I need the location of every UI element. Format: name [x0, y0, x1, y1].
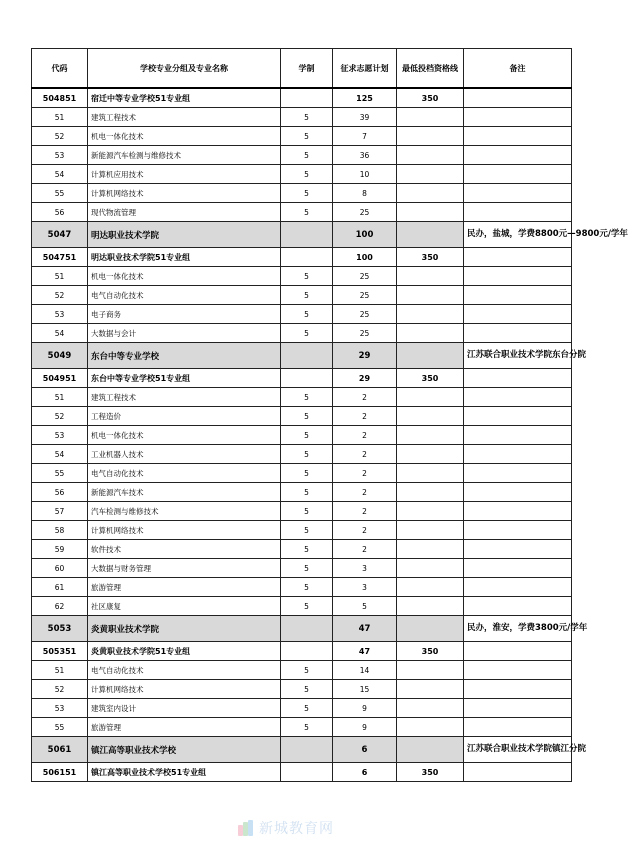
cell-plan: 125	[333, 88, 397, 108]
cell-code: 52	[32, 127, 88, 146]
cell-note	[464, 203, 572, 222]
school-row	[32, 616, 572, 642]
cell-length: 5	[281, 661, 333, 680]
cell-name: 工程造价	[88, 407, 281, 426]
major-row	[32, 146, 572, 165]
cell-name: 大数据与会计	[88, 324, 281, 343]
cell-min-score	[397, 286, 464, 305]
cell-length	[281, 369, 333, 388]
header-plan: 征求志愿计划	[333, 49, 397, 89]
cell-code: 504951	[32, 369, 88, 388]
header-name: 学校专业分组及专业名称	[88, 49, 281, 89]
cell-code: 51	[32, 267, 88, 286]
cell-code: 56	[32, 203, 88, 222]
cell-name: 计算机网络技术	[88, 184, 281, 203]
cell-plan: 39	[333, 108, 397, 127]
cell-min-score	[397, 407, 464, 426]
major-row	[32, 305, 572, 324]
cell-min-score	[397, 305, 464, 324]
cell-length	[281, 343, 333, 369]
cell-min-score	[397, 445, 464, 464]
cell-name: 明达职业技术学院51专业组	[88, 248, 281, 267]
cell-name: 新能源汽车检测与维修技术	[88, 146, 281, 165]
cell-note	[464, 445, 572, 464]
cell-length: 5	[281, 559, 333, 578]
cell-min-score: 350	[397, 88, 464, 108]
major-row	[32, 661, 572, 680]
cell-name: 炎黄职业技术学院	[88, 616, 281, 642]
header-min-score: 最低投档资格线	[397, 49, 464, 89]
cell-min-score	[397, 718, 464, 737]
cell-name: 软件技术	[88, 540, 281, 559]
cell-name: 新能源汽车技术	[88, 483, 281, 502]
cell-length: 5	[281, 388, 333, 407]
cell-note	[464, 699, 572, 718]
cell-min-score	[397, 343, 464, 369]
cell-length: 5	[281, 597, 333, 616]
cell-plan: 25	[333, 203, 397, 222]
cell-min-score	[397, 616, 464, 642]
major-row	[32, 203, 572, 222]
cell-plan: 15	[333, 680, 397, 699]
cell-length: 5	[281, 286, 333, 305]
cell-min-score	[397, 267, 464, 286]
cell-min-score	[397, 165, 464, 184]
cell-code: 55	[32, 464, 88, 483]
cell-code: 59	[32, 540, 88, 559]
group-row	[32, 642, 572, 661]
cell-name: 电气自动化技术	[88, 464, 281, 483]
major-row	[32, 286, 572, 305]
cell-length: 5	[281, 267, 333, 286]
cell-code: 56	[32, 483, 88, 502]
cell-code: 5053	[32, 616, 88, 642]
major-row	[32, 267, 572, 286]
cell-plan: 5	[333, 597, 397, 616]
cell-plan: 2	[333, 502, 397, 521]
cell-min-score	[397, 222, 464, 248]
cell-length: 5	[281, 502, 333, 521]
cell-min-score: 350	[397, 763, 464, 782]
major-row	[32, 718, 572, 737]
cell-length: 5	[281, 127, 333, 146]
cell-code: 504751	[32, 248, 88, 267]
cell-plan: 2	[333, 426, 397, 445]
cell-note	[464, 286, 572, 305]
header-row	[32, 49, 572, 89]
cell-min-score	[397, 540, 464, 559]
cell-plan: 2	[333, 445, 397, 464]
cell-plan: 6	[333, 763, 397, 782]
cell-length: 5	[281, 184, 333, 203]
cell-length: 5	[281, 521, 333, 540]
cell-note	[464, 540, 572, 559]
cell-note	[464, 483, 572, 502]
cell-length: 5	[281, 305, 333, 324]
major-row	[32, 108, 572, 127]
cell-name: 社区康复	[88, 597, 281, 616]
cell-plan: 2	[333, 464, 397, 483]
cell-name: 镇江高等职业技术学校	[88, 737, 281, 763]
cell-note	[464, 763, 572, 782]
school-row	[32, 222, 572, 248]
cell-name: 汽车检测与维修技术	[88, 502, 281, 521]
cell-plan: 47	[333, 642, 397, 661]
group-row	[32, 763, 572, 782]
cell-min-score	[397, 597, 464, 616]
cell-note	[464, 578, 572, 597]
cell-name: 电子商务	[88, 305, 281, 324]
major-row	[32, 445, 572, 464]
cell-min-score	[397, 699, 464, 718]
major-row	[32, 324, 572, 343]
cell-length: 5	[281, 108, 333, 127]
cell-min-score	[397, 127, 464, 146]
cell-length: 5	[281, 464, 333, 483]
cell-code: 506151	[32, 763, 88, 782]
cell-name: 东台中等专业学校51专业组	[88, 369, 281, 388]
major-row	[32, 699, 572, 718]
cell-note: 江苏联合职业技术学院镇江分院	[464, 737, 572, 763]
watermark-logo-icon	[238, 820, 254, 836]
major-row	[32, 464, 572, 483]
cell-code: 504851	[32, 88, 88, 108]
cell-name: 建筑工程技术	[88, 388, 281, 407]
watermark-text: 新城教育网	[259, 821, 334, 837]
cell-plan: 2	[333, 407, 397, 426]
cell-code: 52	[32, 680, 88, 699]
major-row	[32, 578, 572, 597]
cell-min-score	[397, 578, 464, 597]
cell-min-score	[397, 146, 464, 165]
cell-note	[464, 521, 572, 540]
cell-code: 505351	[32, 642, 88, 661]
cell-min-score	[397, 559, 464, 578]
cell-code: 5061	[32, 737, 88, 763]
school-row	[32, 737, 572, 763]
cell-length: 5	[281, 426, 333, 445]
cell-note: 民办，淮安，学费3800元/学年	[464, 616, 572, 642]
cell-note	[464, 407, 572, 426]
watermark	[238, 818, 334, 838]
cell-note	[464, 661, 572, 680]
cell-min-score	[397, 203, 464, 222]
cell-name: 大数据与财务管理	[88, 559, 281, 578]
school-row	[32, 343, 572, 369]
cell-min-score	[397, 324, 464, 343]
group-row	[32, 369, 572, 388]
cell-plan: 36	[333, 146, 397, 165]
cell-note	[464, 464, 572, 483]
cell-length	[281, 737, 333, 763]
cell-code: 57	[32, 502, 88, 521]
major-row	[32, 540, 572, 559]
cell-name: 建筑工程技术	[88, 108, 281, 127]
cell-note	[464, 680, 572, 699]
cell-length: 5	[281, 165, 333, 184]
cell-plan: 3	[333, 559, 397, 578]
cell-name: 建筑室内设计	[88, 699, 281, 718]
cell-min-score	[397, 388, 464, 407]
cell-length: 5	[281, 146, 333, 165]
cell-name: 计算机网络技术	[88, 521, 281, 540]
cell-code: 53	[32, 305, 88, 324]
major-row	[32, 388, 572, 407]
cell-length: 5	[281, 699, 333, 718]
cell-note	[464, 88, 572, 108]
cell-plan: 25	[333, 305, 397, 324]
cell-plan: 25	[333, 267, 397, 286]
cell-note	[464, 127, 572, 146]
cell-code: 53	[32, 146, 88, 165]
cell-note: 民办，盐城，学费8800元—9800元/学年	[464, 222, 572, 248]
cell-note	[464, 388, 572, 407]
cell-plan: 2	[333, 521, 397, 540]
major-row	[32, 597, 572, 616]
cell-note	[464, 184, 572, 203]
cell-length	[281, 763, 333, 782]
group-row	[32, 88, 572, 108]
cell-plan: 14	[333, 661, 397, 680]
major-row	[32, 407, 572, 426]
cell-min-score	[397, 464, 464, 483]
cell-plan: 25	[333, 324, 397, 343]
header-note: 备注	[464, 49, 572, 89]
cell-min-score	[397, 483, 464, 502]
cell-plan: 8	[333, 184, 397, 203]
cell-length: 5	[281, 483, 333, 502]
cell-plan: 25	[333, 286, 397, 305]
cell-plan: 100	[333, 248, 397, 267]
cell-length	[281, 642, 333, 661]
cell-min-score	[397, 426, 464, 445]
cell-name: 现代物流管理	[88, 203, 281, 222]
header-length: 学制	[281, 49, 333, 89]
cell-length: 5	[281, 445, 333, 464]
cell-code: 54	[32, 324, 88, 343]
cell-plan: 100	[333, 222, 397, 248]
cell-note	[464, 108, 572, 127]
cell-note	[464, 426, 572, 445]
cell-plan: 29	[333, 369, 397, 388]
cell-length: 5	[281, 718, 333, 737]
cell-name: 旅游管理	[88, 718, 281, 737]
cell-min-score	[397, 661, 464, 680]
cell-min-score	[397, 680, 464, 699]
cell-name: 电气自动化技术	[88, 286, 281, 305]
cell-plan: 29	[333, 343, 397, 369]
cell-note: 江苏联合职业技术学院东台分院	[464, 343, 572, 369]
cell-name: 机电一体化技术	[88, 267, 281, 286]
major-row	[32, 165, 572, 184]
major-row	[32, 502, 572, 521]
cell-name: 炎黄职业技术学院51专业组	[88, 642, 281, 661]
cell-note	[464, 718, 572, 737]
cell-length	[281, 88, 333, 108]
cell-note	[464, 369, 572, 388]
cell-note	[464, 146, 572, 165]
cell-name: 旅游管理	[88, 578, 281, 597]
header-code: 代码	[32, 49, 88, 89]
cell-plan: 10	[333, 165, 397, 184]
cell-name: 计算机网络技术	[88, 680, 281, 699]
cell-note	[464, 642, 572, 661]
cell-min-score	[397, 108, 464, 127]
cell-min-score: 350	[397, 248, 464, 267]
cell-code: 55	[32, 184, 88, 203]
cell-length: 5	[281, 203, 333, 222]
cell-length	[281, 222, 333, 248]
major-row	[32, 483, 572, 502]
cell-name: 机电一体化技术	[88, 426, 281, 445]
cell-code: 5049	[32, 343, 88, 369]
cell-length	[281, 616, 333, 642]
cell-min-score: 350	[397, 642, 464, 661]
major-row	[32, 521, 572, 540]
cell-plan: 2	[333, 540, 397, 559]
cell-plan: 9	[333, 699, 397, 718]
cell-name: 镇江高等职业技术学校51专业组	[88, 763, 281, 782]
major-row	[32, 127, 572, 146]
cell-plan: 47	[333, 616, 397, 642]
cell-plan: 6	[333, 737, 397, 763]
cell-code: 52	[32, 286, 88, 305]
major-row	[32, 559, 572, 578]
cell-name: 工业机器人技术	[88, 445, 281, 464]
cell-name: 电气自动化技术	[88, 661, 281, 680]
cell-code: 52	[32, 407, 88, 426]
cell-name: 明达职业技术学院	[88, 222, 281, 248]
cell-min-score: 350	[397, 369, 464, 388]
cell-name: 计算机应用技术	[88, 165, 281, 184]
major-row	[32, 426, 572, 445]
cell-code: 62	[32, 597, 88, 616]
cell-code: 51	[32, 661, 88, 680]
cell-code: 53	[32, 426, 88, 445]
cell-plan: 3	[333, 578, 397, 597]
cell-code: 58	[32, 521, 88, 540]
cell-min-score	[397, 521, 464, 540]
cell-length: 5	[281, 540, 333, 559]
cell-plan: 2	[333, 388, 397, 407]
cell-note	[464, 165, 572, 184]
group-row	[32, 248, 572, 267]
cell-plan: 7	[333, 127, 397, 146]
cell-code: 54	[32, 165, 88, 184]
cell-code: 51	[32, 388, 88, 407]
cell-code: 5047	[32, 222, 88, 248]
admission-table	[31, 48, 628, 782]
cell-min-score	[397, 184, 464, 203]
cell-min-score	[397, 502, 464, 521]
cell-note	[464, 559, 572, 578]
cell-length: 5	[281, 578, 333, 597]
cell-note	[464, 305, 572, 324]
cell-length: 5	[281, 324, 333, 343]
cell-code: 53	[32, 699, 88, 718]
cell-min-score	[397, 737, 464, 763]
cell-length	[281, 248, 333, 267]
cell-name: 东台中等专业学校	[88, 343, 281, 369]
cell-code: 55	[32, 718, 88, 737]
cell-note	[464, 267, 572, 286]
cell-plan: 9	[333, 718, 397, 737]
major-row	[32, 680, 572, 699]
cell-code: 51	[32, 108, 88, 127]
cell-code: 61	[32, 578, 88, 597]
cell-code: 54	[32, 445, 88, 464]
cell-note	[464, 597, 572, 616]
cell-name: 机电一体化技术	[88, 127, 281, 146]
table-body	[32, 88, 628, 782]
cell-note	[464, 248, 572, 267]
cell-plan: 2	[333, 483, 397, 502]
cell-length: 5	[281, 680, 333, 699]
cell-note	[464, 324, 572, 343]
major-row	[32, 184, 572, 203]
cell-note	[464, 502, 572, 521]
cell-name: 宿迁中等专业学校51专业组	[88, 88, 281, 108]
cell-code: 60	[32, 559, 88, 578]
cell-length: 5	[281, 407, 333, 426]
